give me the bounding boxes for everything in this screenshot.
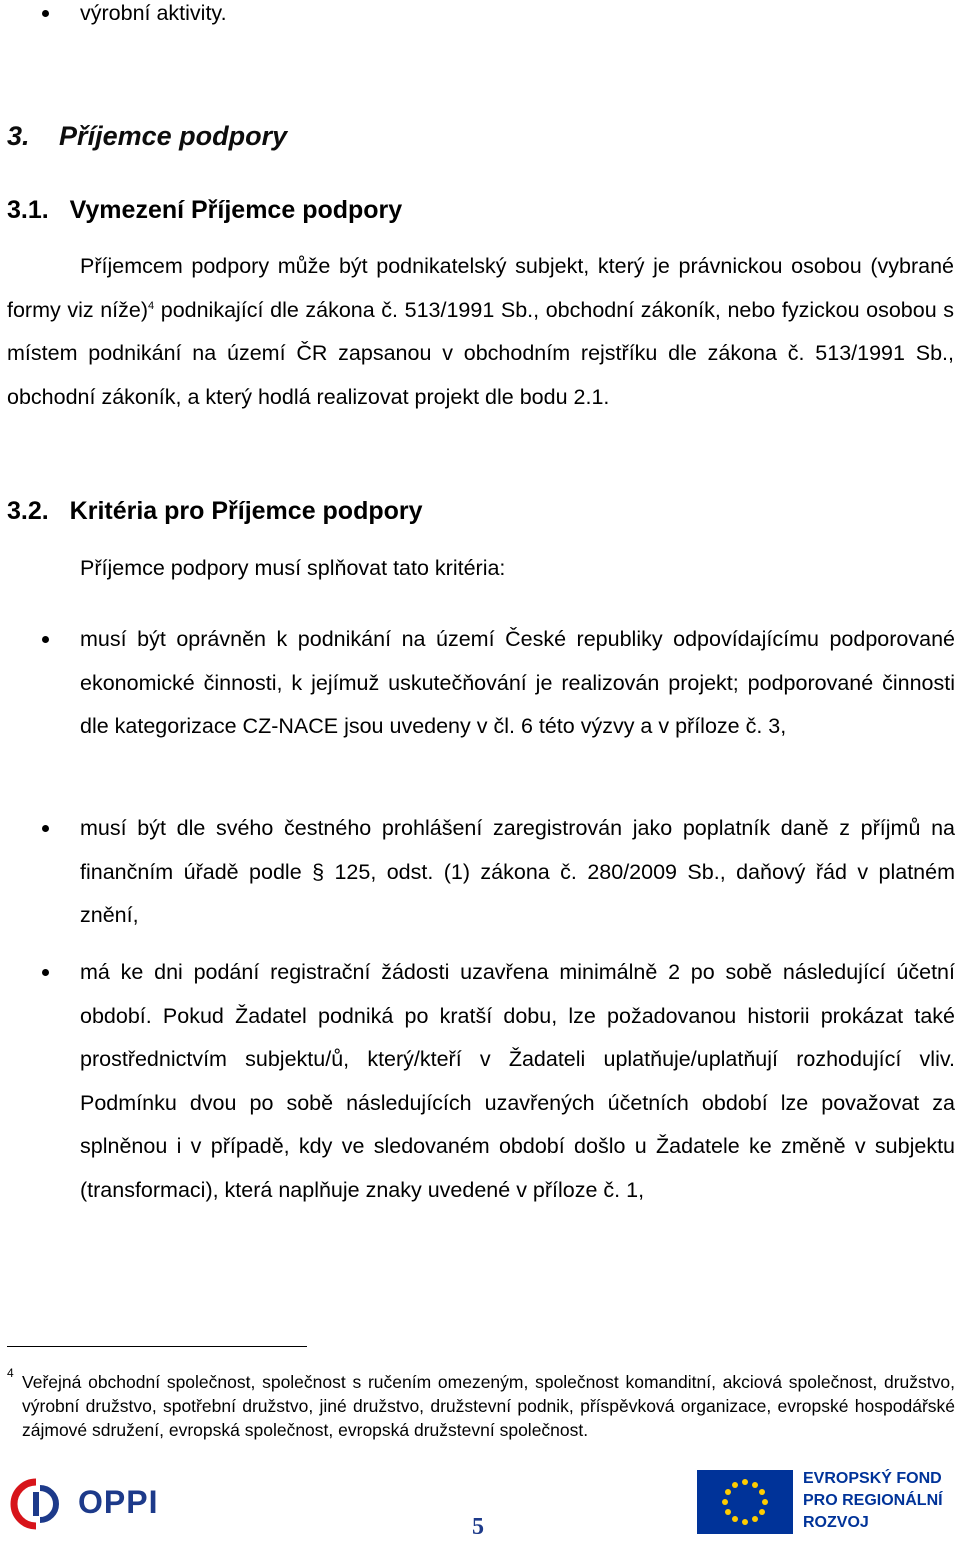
eu-fund-line-1: EVROPSKÝ FOND xyxy=(803,1470,942,1487)
eu-fund-line-3: ROZVOJ xyxy=(803,1514,869,1531)
para-part-b: podnikající dle zákona č. 513/1991 Sb., obchodní zákoník, nebo fyzickou osobou s místem podnikání na území ČR zapsanou v obchodním rejstříku dle zákona č. 513/1991 Sb., obchodní zákoník, a který hodlá realizovat projekt dle bodu 2.1. xyxy=(7,297,954,409)
oppi-logo-text: OPPI xyxy=(78,1484,159,1520)
para-part-a: Příjemcem podpory může být podnikatelský subjekt, který je právnickou osobou (vybrané formy viz níže) xyxy=(7,254,954,322)
section-3-2-heading xyxy=(7,497,423,526)
footnote-separator xyxy=(7,1346,307,1347)
bullet-dot xyxy=(42,969,49,976)
eu-fund-line-2: PRO REGIONÁLNÍ xyxy=(803,1492,943,1509)
top-bullet-text: výrobní aktivity. xyxy=(80,1,227,25)
section-3-title: Příjemce podpory xyxy=(59,121,288,151)
section-3-2-intro: Příjemce podpory musí splňovat tato kritéria: xyxy=(80,556,506,580)
section-3-1-title: Vymezení Příjemce podpory xyxy=(69,196,403,224)
criteria-item-3: má ke dni podání registrační žádosti uzavřena minimálně 2 po sobě následující účetní období. Pokud Žadatel podniká po kratší dobu, lze požadovanou historii prokázat také prostřednictvím subjektu/ů, který/kteří v Žadateli uplatňuje/uplatňují rozhodující vliv. Podmínku dvou po sobě následujících uzavřených účetních období lze považovat za splněnou i v případě, kdy ve sledovaném období došlo u Žadatele ke změně v subjektu (transformaci), která naplňuje znaky uvedené v příloze č. 1, xyxy=(80,960,955,1202)
section-3-number: 3. xyxy=(7,121,30,151)
section-3-heading xyxy=(7,121,287,152)
eu-fund-logo xyxy=(697,1468,957,1536)
criteria-item-1: musí být oprávněn k podnikání na území České republiky odpovídajícímu podporované ekonomické činnosti, k jejímuž uskutečňování je realizován projekt; podporované činnosti dle kategorizace CZ-NACE jsou uvedeny v čl. 6 této výzvy a v příloze č. 3, xyxy=(80,627,955,738)
section-3-2-number: 3.2. xyxy=(7,497,49,525)
section-3-1-paragraph xyxy=(7,245,954,419)
bullet-dot xyxy=(42,10,49,17)
eu-flag-icon xyxy=(697,1470,793,1534)
eu-fund-text xyxy=(803,1468,943,1534)
footnote-ref: 4 xyxy=(148,299,155,312)
footnote-mark: 4 xyxy=(7,1366,14,1380)
page-number: 5 xyxy=(472,1514,484,1540)
footnote-text: Veřejná obchodní společnost, společnost s ručením omezeným, společnost komanditní, akciová společnost, družstvo, výrobní družstvo, spotřební družstvo, jiné družstvo, družstevní podnik, příspěvková organizace, evropské hospodářské zájmové sdružení, evropská společnost, evropská družstevní společnost. xyxy=(22,1372,955,1440)
bullet-dot xyxy=(42,825,49,832)
section-3-1-heading xyxy=(7,196,402,225)
section-3-2-title: Kritéria pro Příjemce podpory xyxy=(69,497,423,525)
section-3-1-number: 3.1. xyxy=(7,196,49,224)
oppi-logo xyxy=(10,1476,170,1531)
criteria-item-2: musí být dle svého čestného prohlášení zaregistrován jako poplatník daně z příjmů na finančním úřadě podle § 125, odst. (1) zákona č. 280/2009 Sb., daňový řád v platném znění, xyxy=(80,816,955,927)
oppi-emblem-icon xyxy=(10,1478,62,1530)
bullet-dot xyxy=(42,636,49,643)
